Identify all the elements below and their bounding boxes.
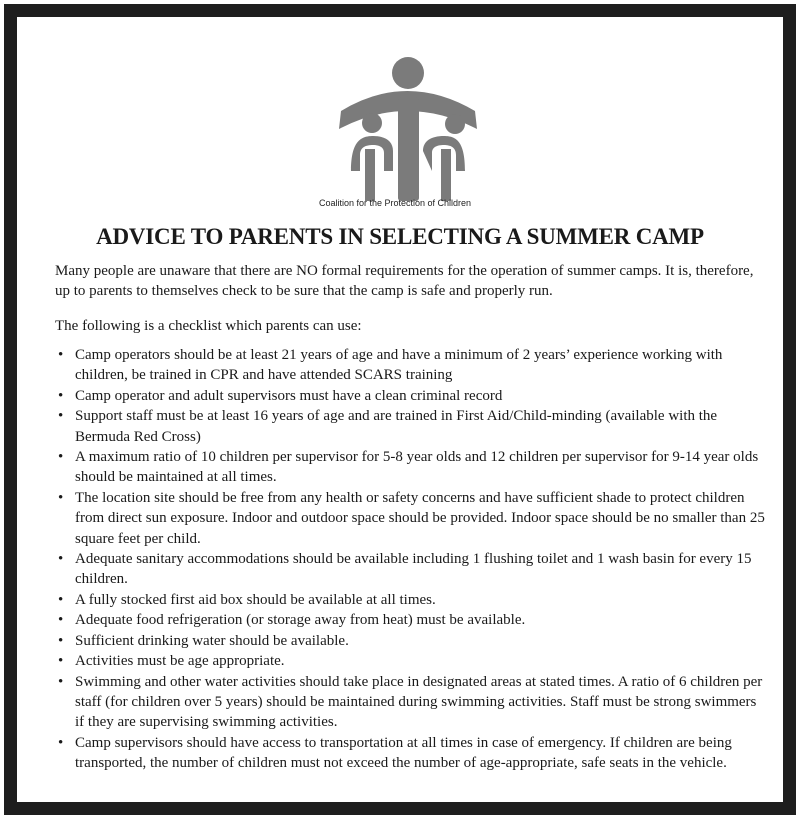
- list-item: [55, 651, 769, 671]
- list-item-text: Camp operator and adult supervisors must have a clean criminal record: [75, 387, 503, 404]
- bullet: •: [58, 387, 64, 404]
- list-item: [55, 610, 769, 630]
- organization-name: Coalition for the Protection of Children: [318, 198, 472, 208]
- list-item: [55, 672, 769, 733]
- list-item: [55, 631, 769, 651]
- page-title: ADVICE TO PARENTS IN SELECTING A SUMMER CAMP: [96, 224, 704, 249]
- bullet: •: [58, 347, 64, 363]
- checklist: [55, 345, 769, 774]
- document-frame: [4, 4, 796, 815]
- list-item: [55, 488, 769, 549]
- list-item: [55, 549, 769, 590]
- coalition-family-logo-icon: [327, 37, 487, 201]
- list-item: [55, 406, 769, 447]
- list-item-text: A fully stocked first aid box should be available at all times.: [75, 591, 436, 608]
- list-item-text: Camp operators should be at least 21 years of age and have a minimum of 2 years’ experience working with children, be trained in CPR and have attended SCARS training: [75, 347, 723, 384]
- list-item: [55, 590, 769, 610]
- intro-paragraph: Many people are unaware that there are NO formal requirements for the operation of summer camps. It is, therefore, up to parents to themselves check to be sure that the camp is safe and properly run.: [55, 263, 754, 299]
- list-item-text: The location site should be free from any health or safety concerns and have sufficient shade to protect children from direct sun exposure. Indoor and outdoor space should be provided. Indoor space should be no smaller than 25 square feet per child.: [75, 489, 765, 547]
- list-item: [55, 386, 769, 406]
- bullet: •: [58, 632, 64, 649]
- bullet: •: [58, 408, 64, 425]
- bullet: •: [58, 489, 64, 506]
- list-item: [55, 345, 769, 386]
- bullet: •: [58, 449, 64, 466]
- bullet: •: [58, 612, 64, 629]
- list-item-text: Support staff must be at least 16 years of age and are trained in First Aid/Child-minding (available with the Bermuda Red Cross): [75, 408, 718, 445]
- list-item-text: A maximum ratio of 10 children per supervisor for 5-8 year olds and 12 children per supervisor for 9-14 year olds should be maintained at all times.: [75, 449, 759, 486]
- list-item: [55, 447, 769, 488]
- checklist-lead: The following is a checklist which parents can use:: [55, 318, 362, 334]
- bullet: •: [58, 591, 64, 608]
- list-item-text: Sufficient drinking water should be available.: [75, 632, 349, 649]
- list-item: [55, 733, 769, 774]
- bullet: •: [58, 551, 64, 568]
- list-item-text: Camp supervisors should have access to transportation at all times in case of emergency. If children are being transported, the number of children must not exceed the number of age-appropriate, safe seats in the vehicle.: [75, 734, 732, 772]
- list-item-text: Adequate sanitary accommodations should be available including 1 flushing toilet and 1 wash basin for every 15 children.: [75, 551, 752, 588]
- list-item-text: Adequate food refrigeration (or storage away from heat) must be available.: [75, 612, 526, 629]
- bullet: •: [58, 734, 64, 751]
- list-item-text: Swimming and other water activities should take place in designated areas at stated times. A ratio of 6 children per staff (for children over 5 years) should be maintained during swimming activities. Staff must be strong swimmers if they are supervising swimming activities.: [75, 673, 763, 731]
- bullet: •: [58, 673, 64, 690]
- bullet: •: [58, 653, 64, 670]
- list-item-text: Activities must be age appropriate.: [75, 653, 285, 670]
